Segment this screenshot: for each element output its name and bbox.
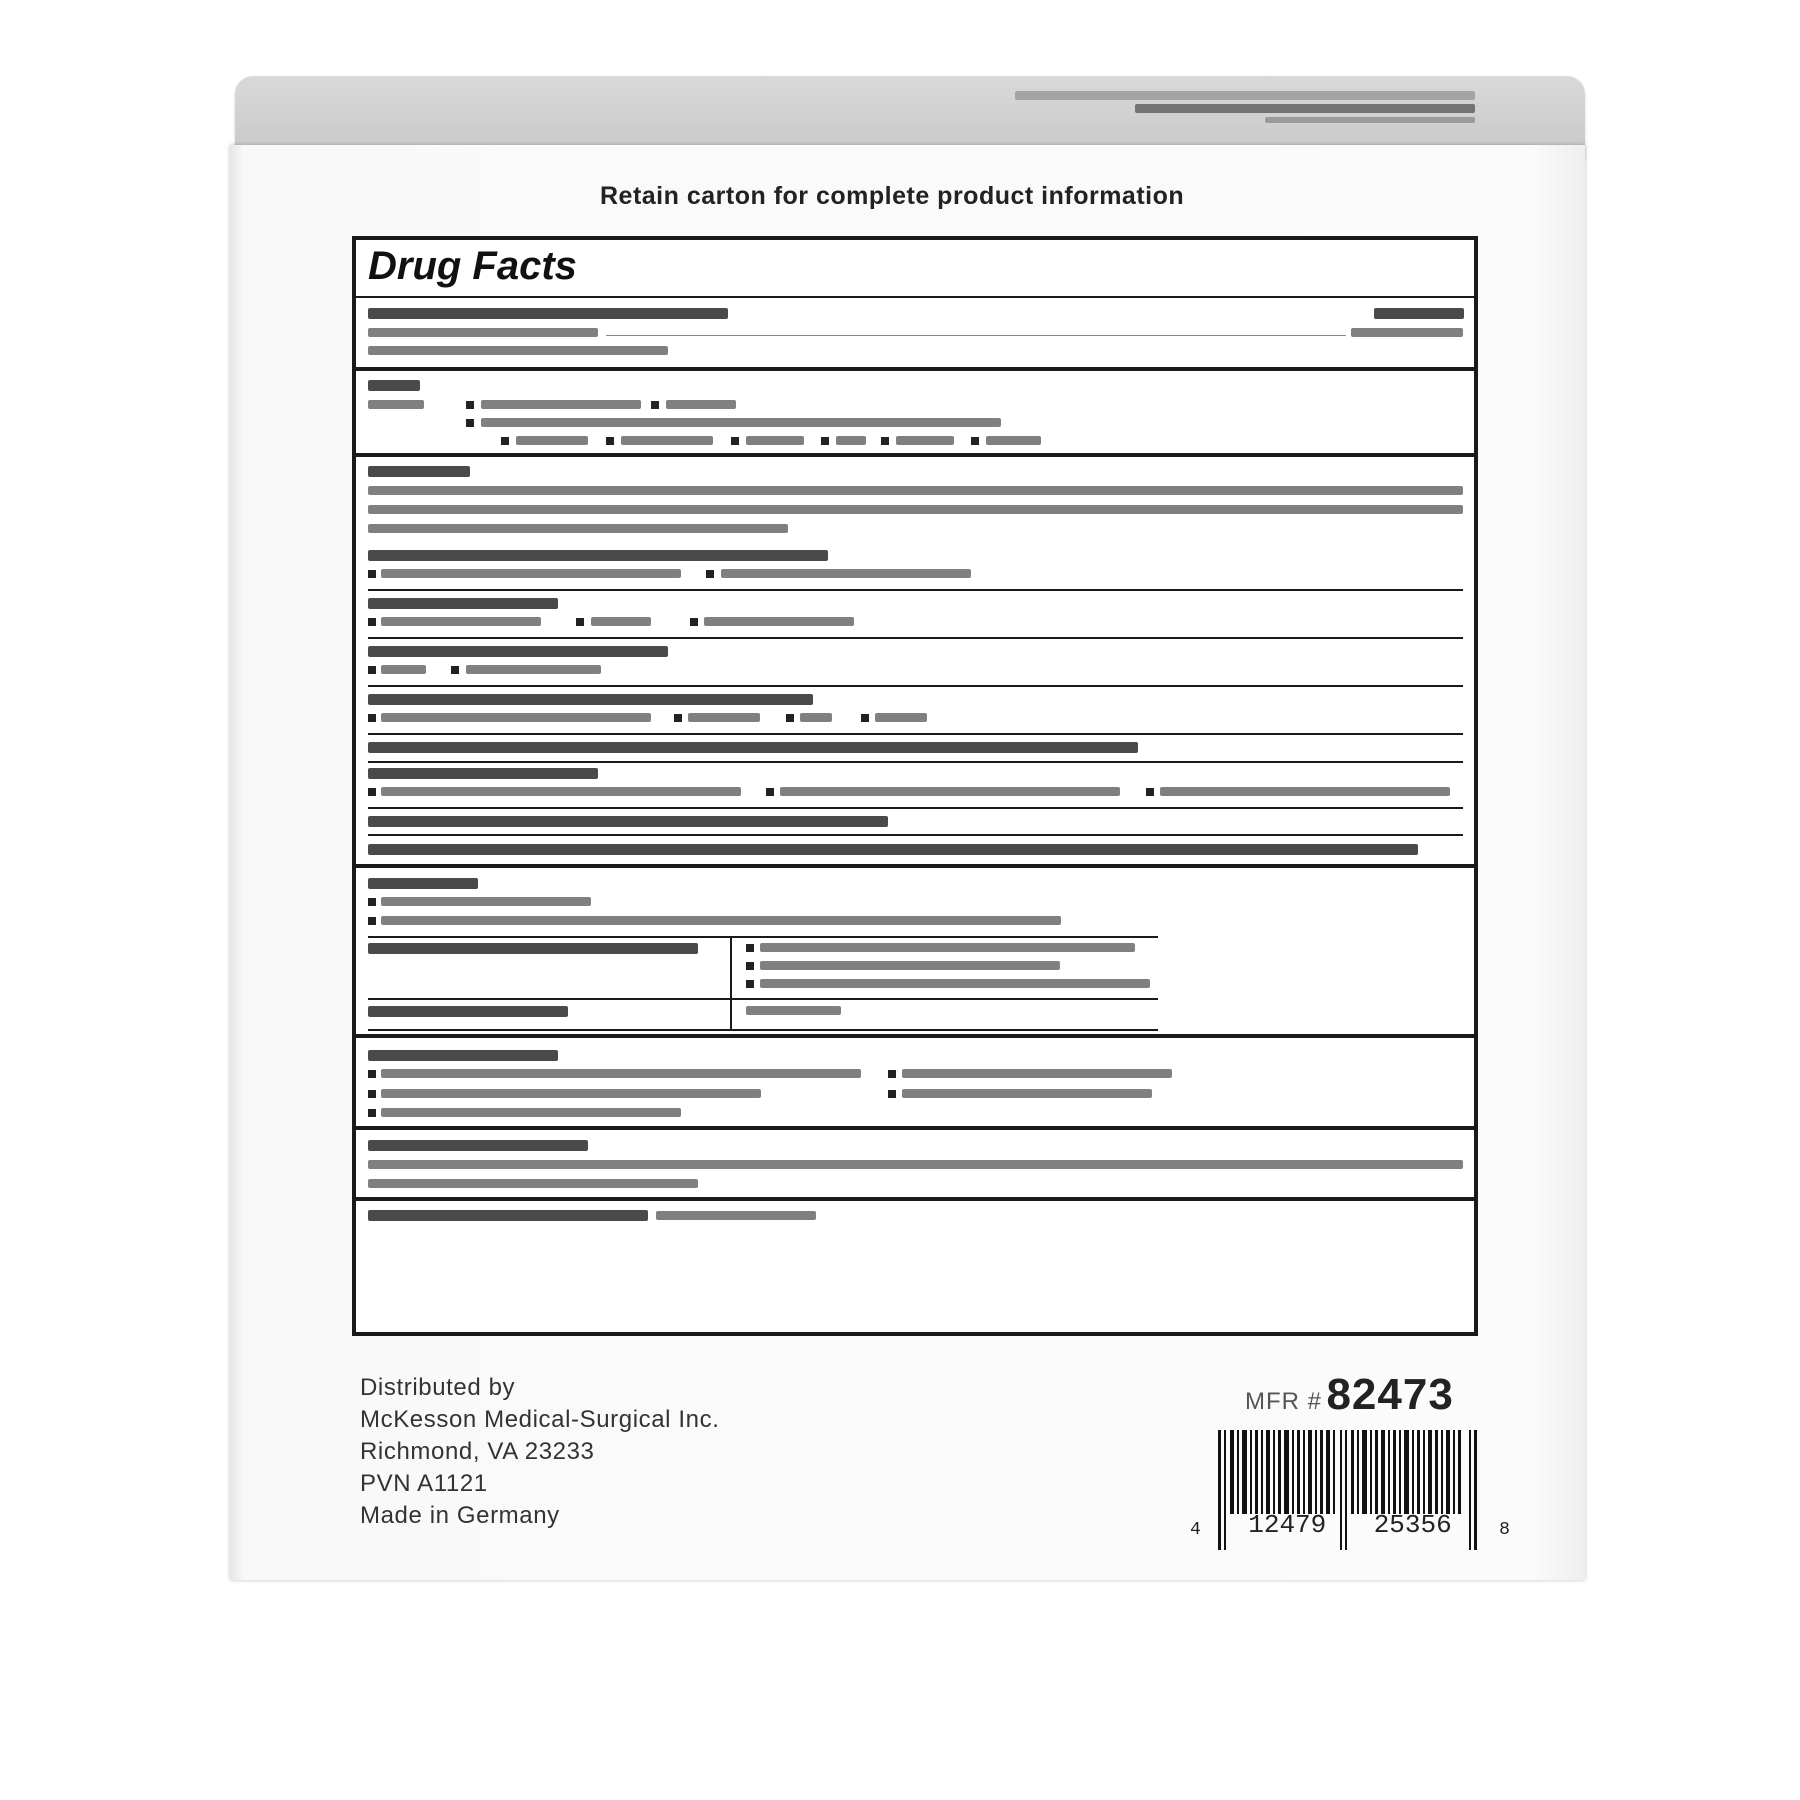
warnings-subheading <box>368 768 598 779</box>
other-information-text <box>381 1069 861 1078</box>
directions-table-cell <box>760 943 1135 952</box>
directions-heading <box>368 878 478 889</box>
uses-text <box>516 436 588 445</box>
distributor-line: PVN A1121 <box>360 1470 488 1497</box>
directions-table-divider <box>368 998 1158 1000</box>
section-divider <box>356 1034 1474 1038</box>
dot-leader <box>606 335 1346 336</box>
warnings-text <box>368 505 1463 514</box>
active-ingredient-line <box>368 328 598 337</box>
divider <box>368 761 1463 763</box>
bullet <box>881 437 889 445</box>
uses-text <box>666 400 736 409</box>
bullet <box>731 437 739 445</box>
warnings-text <box>721 569 971 578</box>
distributor-line: Made in Germany <box>360 1502 560 1529</box>
mfr-number-block <box>1245 1370 1454 1420</box>
uses-text <box>621 436 713 445</box>
bullet <box>576 618 584 626</box>
warnings-text <box>800 713 832 722</box>
warnings-text <box>688 713 760 722</box>
bullet <box>766 788 774 796</box>
uses-text <box>836 436 866 445</box>
bullet <box>651 401 659 409</box>
warnings-text <box>381 787 741 796</box>
bullet <box>706 570 714 578</box>
bullet <box>368 1070 376 1078</box>
divider <box>368 637 1463 639</box>
bullet <box>466 419 474 427</box>
warnings-subheading <box>368 816 888 827</box>
warnings-text <box>1160 787 1450 796</box>
warnings-text <box>368 524 788 533</box>
inactive-ingredients-heading <box>368 1140 588 1151</box>
warnings-subheading <box>368 844 1418 855</box>
distributor-line: Distributed by <box>360 1374 516 1401</box>
bullet <box>368 714 376 722</box>
purpose-line <box>1351 328 1463 337</box>
bullet <box>368 788 376 796</box>
inactive-ingredients-text <box>368 1179 698 1188</box>
questions-text <box>656 1211 816 1220</box>
divider <box>368 834 1463 836</box>
warnings-subheading <box>368 646 668 657</box>
warnings-subheading <box>368 742 1138 753</box>
divider <box>356 296 1474 298</box>
directions-table-bottom <box>368 1029 1158 1031</box>
bullet <box>746 962 754 970</box>
barcode-digits <box>1190 1510 1510 1540</box>
uses-text <box>986 436 1041 445</box>
active-ingredient-heading <box>368 308 728 319</box>
bullet <box>690 618 698 626</box>
warnings-text <box>368 486 1463 495</box>
inactive-ingredients-text <box>368 1160 1463 1169</box>
section-divider <box>356 453 1474 457</box>
other-information-text <box>902 1069 1172 1078</box>
directions-text <box>381 897 591 906</box>
bullet <box>821 437 829 445</box>
bullet <box>861 714 869 722</box>
warnings-text <box>704 617 854 626</box>
distributor-line: Richmond, VA 23233 <box>360 1438 595 1465</box>
warnings-subheading <box>368 694 813 705</box>
bullet <box>368 666 376 674</box>
bullet <box>746 944 754 952</box>
bullet <box>1146 788 1154 796</box>
uses-text <box>481 418 1001 427</box>
bullet <box>971 437 979 445</box>
bullet <box>368 570 376 578</box>
barcode-digit-right: 8 <box>1499 1520 1510 1540</box>
warnings-text <box>381 617 541 626</box>
directions-table-top <box>368 936 1158 938</box>
bullet <box>888 1070 896 1078</box>
section-divider <box>356 1197 1474 1201</box>
uses-text <box>368 400 424 409</box>
divider <box>368 685 1463 687</box>
distributor-line: McKesson Medical-Surgical Inc. <box>360 1406 720 1433</box>
other-information-text <box>381 1089 761 1098</box>
bullet <box>451 666 459 674</box>
bullet <box>888 1090 896 1098</box>
bullet <box>368 917 376 925</box>
bullet <box>466 401 474 409</box>
warnings-subheading <box>368 598 558 609</box>
bullet <box>368 1090 376 1098</box>
warnings-text <box>381 569 681 578</box>
uses-heading <box>368 380 420 391</box>
bullet <box>368 618 376 626</box>
purpose-heading <box>1374 308 1464 319</box>
directions-table-column-divider <box>730 936 732 1031</box>
bullet <box>674 714 682 722</box>
distributor-block <box>360 1372 719 1532</box>
uses-text <box>896 436 954 445</box>
directions-text <box>381 916 1061 925</box>
bullet <box>786 714 794 722</box>
retain-carton-notice: Retain carton for complete product information <box>600 182 1185 210</box>
warnings-text <box>381 713 651 722</box>
warnings-text <box>466 665 601 674</box>
warnings-text <box>591 617 651 626</box>
warnings-text <box>780 787 1120 796</box>
warnings-text <box>381 665 426 674</box>
drug-facts-panel <box>352 236 1478 1336</box>
bullet <box>368 898 376 906</box>
divider <box>368 733 1463 735</box>
bullet <box>501 437 509 445</box>
other-information-heading <box>368 1050 558 1061</box>
other-information-text <box>381 1108 681 1117</box>
directions-table-cell <box>746 1006 841 1015</box>
directions-table-cell <box>368 1006 568 1017</box>
mfr-number: 82473 <box>1326 1370 1454 1419</box>
directions-table-cell <box>760 979 1150 988</box>
carton-top-print <box>1015 88 1475 127</box>
divider <box>368 589 1463 591</box>
bullet <box>746 980 754 988</box>
warnings-text <box>875 713 927 722</box>
barcode-digit-left: 4 <box>1190 1520 1201 1540</box>
other-information-text <box>902 1089 1152 1098</box>
barcode-digit-group: 12479 <box>1248 1510 1327 1540</box>
uses-text <box>746 436 804 445</box>
section-divider <box>356 367 1474 371</box>
directions-table-cell <box>760 961 1060 970</box>
bullet <box>368 1109 376 1117</box>
mfr-label: MFR # <box>1245 1388 1322 1415</box>
section-divider <box>356 864 1474 868</box>
uses-text <box>481 400 641 409</box>
warnings-subheading <box>368 550 828 561</box>
bullet <box>606 437 614 445</box>
warnings-heading <box>368 466 470 477</box>
barcode-digit-group: 25356 <box>1373 1510 1452 1540</box>
questions-heading <box>368 1210 648 1221</box>
section-divider <box>356 1126 1474 1130</box>
drug-facts-title: Drug Facts <box>368 244 577 288</box>
divider <box>368 807 1463 809</box>
active-ingredient-note <box>368 346 668 355</box>
directions-table-cell <box>368 943 698 954</box>
